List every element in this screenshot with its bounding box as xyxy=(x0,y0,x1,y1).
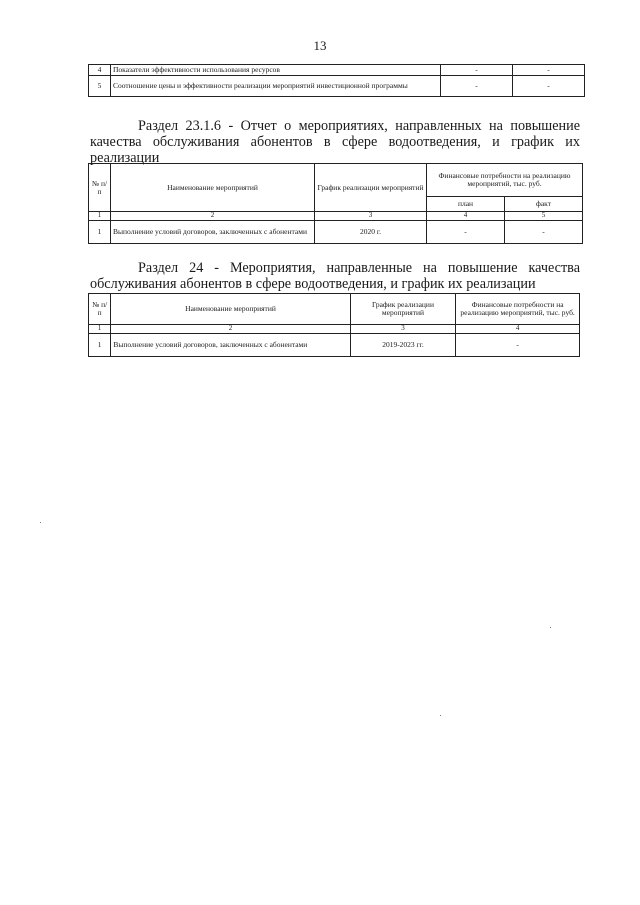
row-number: 5 xyxy=(89,76,111,97)
row-name: Выполнение условий договоров, заключенных с абонентами xyxy=(111,334,350,357)
col-number: 1 xyxy=(89,212,111,221)
table-row xyxy=(89,65,585,76)
row-name: Выполнение условий договоров, заключенных с абонентами xyxy=(111,221,315,244)
row-plan: - xyxy=(441,76,513,97)
table-row xyxy=(89,76,585,97)
scan-speck xyxy=(40,522,41,523)
header-plan: план xyxy=(427,197,505,212)
col-number: 3 xyxy=(315,212,427,221)
header-name: Наименование мероприятий xyxy=(111,164,315,212)
page-number: 13 xyxy=(313,38,327,53)
header-finance: Финансовые потребности на реализацию мероприятий, тыс. руб. xyxy=(456,294,580,325)
col-number: 3 xyxy=(350,325,456,334)
row-number: 4 xyxy=(89,65,111,76)
header-num: № п/п xyxy=(89,294,111,325)
row-finance: - xyxy=(456,334,580,357)
table-header-row xyxy=(89,164,583,197)
row-fact: - xyxy=(513,65,585,76)
table-row xyxy=(89,221,583,244)
header-name: Наименование мероприятий xyxy=(111,294,350,325)
col-number: 1 xyxy=(89,325,111,334)
header-schedule: График реализации мероприятий xyxy=(350,294,456,325)
row-schedule: 2019-2023 гг. xyxy=(350,334,456,357)
col-number: 2 xyxy=(111,325,350,334)
row-schedule: 2020 г. xyxy=(315,221,427,244)
row-number: 1 xyxy=(89,334,111,357)
header-finance: Финансовые потребности на реализацию мероприятий, тыс. руб. xyxy=(427,164,583,197)
scan-speck xyxy=(440,715,441,716)
section-heading-23-1-6 xyxy=(90,118,580,166)
top-table xyxy=(88,64,585,97)
row-number: 1 xyxy=(89,221,111,244)
col-number: 4 xyxy=(456,325,580,334)
table-row xyxy=(89,334,580,357)
row-plan: - xyxy=(427,221,505,244)
section2-table xyxy=(88,293,580,357)
section-heading-24 xyxy=(90,260,580,292)
column-numbers-row xyxy=(89,212,583,221)
column-numbers-row xyxy=(89,325,580,334)
row-fact: - xyxy=(505,221,583,244)
header-num: № п/п xyxy=(89,164,111,212)
section-heading-text: Раздел 23.1.6 - Отчет о мероприятиях, направленных на повышение качества обслуживания абонентов в сфере водоотведения, и график их реализации xyxy=(90,118,580,166)
table-header-row xyxy=(89,294,580,325)
scan-speck xyxy=(550,627,551,628)
row-plan: - xyxy=(441,65,513,76)
section1-table xyxy=(88,163,583,244)
col-number: 4 xyxy=(427,212,505,221)
header-schedule: График реализации мероприятий xyxy=(315,164,427,212)
col-number: 2 xyxy=(111,212,315,221)
row-name: Соотношение цены и эффективности реализации мероприятий инвестиционной программы xyxy=(111,76,441,97)
row-fact: - xyxy=(513,76,585,97)
row-name: Показатели эффективности использования ресурсов xyxy=(111,65,441,76)
col-number: 5 xyxy=(505,212,583,221)
section-heading-text: Раздел 24 - Мероприятия, направленные на повышение качества обслуживания абонентов в сфере водоотведения, и график их реализации xyxy=(90,260,580,292)
header-fact: факт xyxy=(505,197,583,212)
